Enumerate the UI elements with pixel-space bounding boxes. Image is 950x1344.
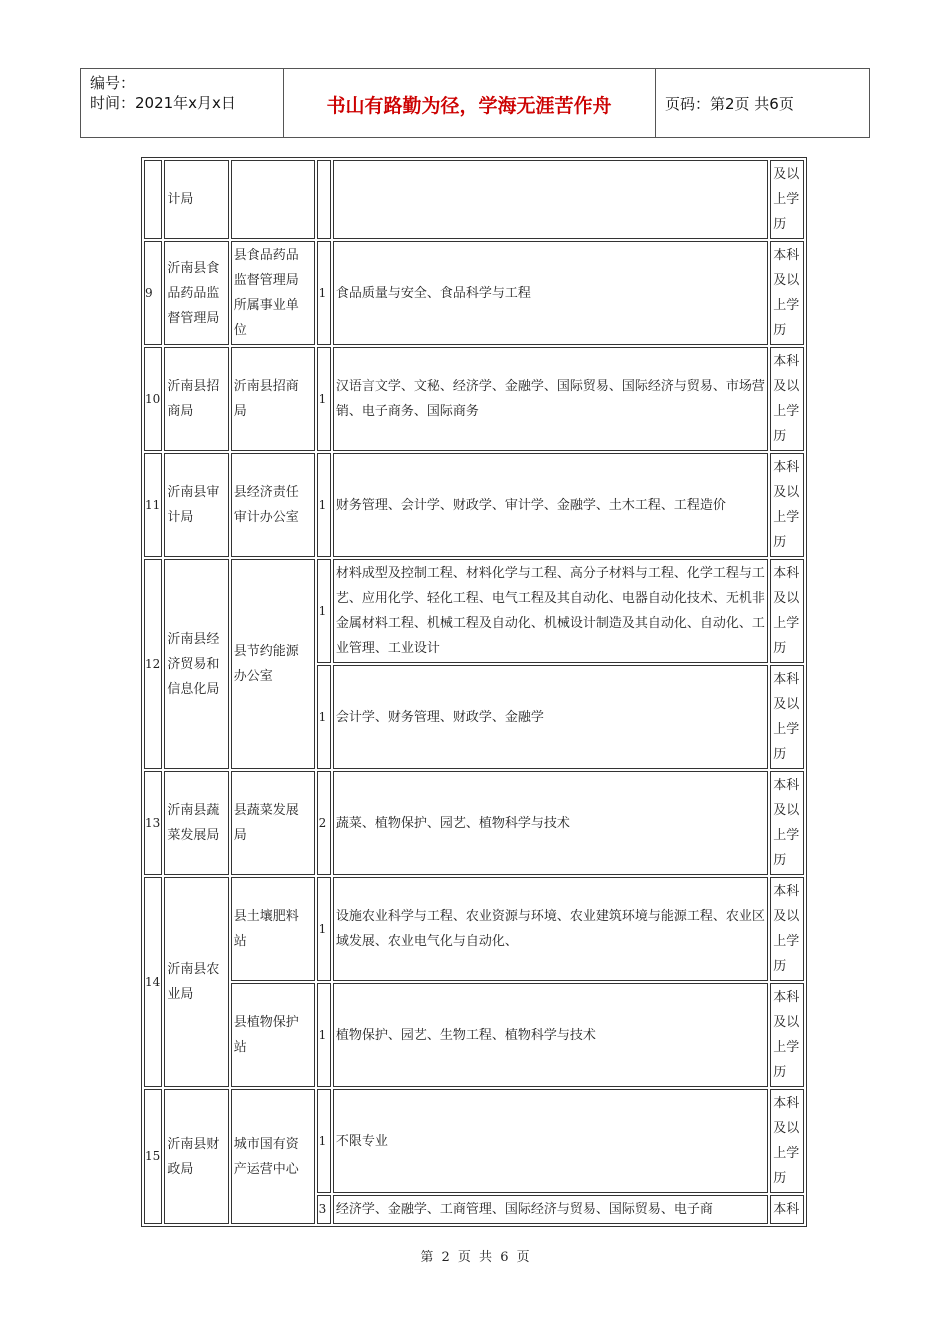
- header-page-info: 页码：第2页 共6页: [665, 95, 794, 113]
- header-divider: [80, 69, 81, 137]
- major-cell: 不限专业: [333, 1089, 768, 1193]
- unit-cell: 县蔬菜发展局: [231, 771, 315, 875]
- page-header: [80, 68, 870, 138]
- department-cell: 沂南县食品药品监督管理局: [164, 241, 228, 345]
- table-row: [144, 1089, 804, 1193]
- major-cell: 设施农业科学与工程、农业资源与环境、农业建筑环境与能源工程、农业区域发展、农业电气化与自动化、: [333, 877, 768, 981]
- education-cell: 本科及以上学历: [770, 453, 804, 557]
- header-divider: [655, 69, 656, 137]
- unit-cell: 县植物保护站: [231, 983, 315, 1087]
- row-number: 10: [144, 347, 162, 451]
- unit-cell: 县节约能源办公室: [231, 559, 315, 769]
- row-number: 14: [144, 877, 162, 1087]
- table-row: [144, 877, 804, 981]
- table-row: [144, 559, 804, 663]
- count-cell: 1: [317, 665, 331, 769]
- education-cell: 及以上学历: [770, 160, 804, 239]
- count-cell: 2: [317, 771, 331, 875]
- major-cell: 食品质量与安全、食品科学与工程: [333, 241, 768, 345]
- count-cell: 3: [317, 1195, 331, 1224]
- row-number: 13: [144, 771, 162, 875]
- department-cell: 沂南县农业局: [164, 877, 228, 1087]
- unit-cell: [231, 160, 315, 239]
- major-cell: 汉语言文学、文秘、经济学、金融学、国际贸易、国际经济与贸易、市场营销、电子商务、国际商务: [333, 347, 768, 451]
- table-row: [144, 983, 804, 1087]
- count-cell: [317, 160, 331, 239]
- row-number: 11: [144, 453, 162, 557]
- major-cell: 财务管理、会计学、财政学、审计学、金融学、土木工程、工程造价: [333, 453, 768, 557]
- page-footer: 第 2 页 共 6 页: [420, 1250, 530, 1265]
- document-number-label: 编号：: [90, 74, 136, 92]
- department-cell: 沂南县招商局: [164, 347, 228, 451]
- count-cell: 1: [317, 453, 331, 557]
- education-cell: 本科及以上学历: [770, 241, 804, 345]
- major-cell: 经济学、金融学、工商管理、国际经济与贸易、国际贸易、电子商: [333, 1195, 768, 1224]
- recruitment-table-container: [141, 157, 807, 1227]
- table-row: [144, 453, 804, 557]
- row-number: 9: [144, 241, 162, 345]
- department-cell: 沂南县经济贸易和信息化局: [164, 559, 228, 769]
- department-cell: 计局: [164, 160, 228, 239]
- education-cell: 本科及以上学历: [770, 665, 804, 769]
- count-cell: 1: [317, 559, 331, 663]
- row-number: 15: [144, 1089, 162, 1224]
- major-cell: 植物保护、园艺、生物工程、植物科学与技术: [333, 983, 768, 1087]
- education-cell: 本科: [770, 1195, 804, 1224]
- major-cell: [333, 160, 768, 239]
- unit-cell: 县食品药品监督管理局所属事业单位: [231, 241, 315, 345]
- major-cell: 材料成型及控制工程、材料化学与工程、高分子材料与工程、化学工程与工艺、应用化学、轻化工程、电气工程及其自动化、电器自动化技术、无机非金属材料工程、机械工程及自动化、机械设计制造及其自动化、自动化、工业管理、工业设计: [333, 559, 768, 663]
- row-number: 12: [144, 559, 162, 769]
- row-number: [144, 160, 162, 239]
- education-cell: 本科及以上学历: [770, 877, 804, 981]
- recruitment-table: [141, 157, 807, 1227]
- education-cell: 本科及以上学历: [770, 347, 804, 451]
- header-meta: [90, 73, 236, 113]
- count-cell: 1: [317, 1089, 331, 1193]
- education-cell: 本科及以上学历: [770, 559, 804, 663]
- count-cell: 1: [317, 877, 331, 981]
- table-row: [144, 771, 804, 875]
- header-motto: 书山有路勤为径，学海无涯苦作舟: [326, 95, 612, 117]
- education-cell: 本科及以上学历: [770, 771, 804, 875]
- department-cell: 沂南县审计局: [164, 453, 228, 557]
- unit-cell: 县经济责任审计办公室: [231, 453, 315, 557]
- department-cell: 沂南县蔬菜发展局: [164, 771, 228, 875]
- education-cell: 本科及以上学历: [770, 983, 804, 1087]
- unit-cell: 县土壤肥料站: [231, 877, 315, 981]
- education-cell: 本科及以上学历: [770, 1089, 804, 1193]
- unit-cell: 城市国有资产运营中心: [231, 1089, 315, 1224]
- count-cell: 1: [317, 347, 331, 451]
- major-cell: 蔬菜、植物保护、园艺、植物科学与技术: [333, 771, 768, 875]
- table-row: [144, 160, 804, 239]
- count-cell: 1: [317, 241, 331, 345]
- document-date: 时间：2021年x月x日: [90, 94, 236, 112]
- table-row: [144, 241, 804, 345]
- table-row: [144, 347, 804, 451]
- header-divider: [869, 69, 870, 137]
- unit-cell: 沂南县招商局: [231, 347, 315, 451]
- department-cell: 沂南县财政局: [164, 1089, 228, 1224]
- major-cell: 会计学、财务管理、财政学、金融学: [333, 665, 768, 769]
- count-cell: 1: [317, 983, 331, 1087]
